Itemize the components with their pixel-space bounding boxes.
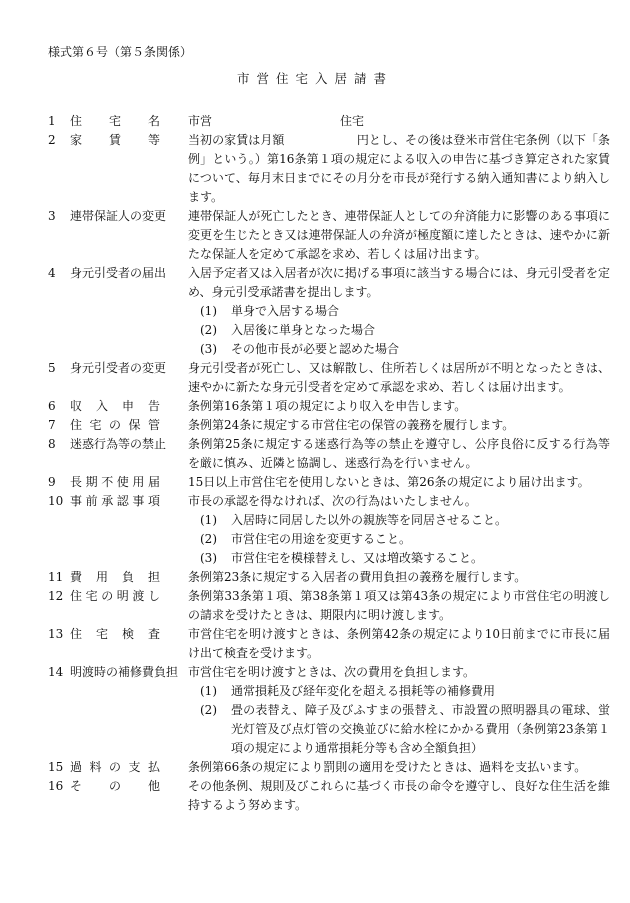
term-label [70,473,160,492]
sub-item [188,321,610,340]
sub-item-number: (3) [200,342,217,356]
term-label-char: 住 [70,589,83,603]
housing-name-suffix: 住宅 [340,114,365,128]
term-label-char: 等 [147,133,160,147]
term-label-char: の [108,779,121,793]
term-label-char: 住 [70,627,83,641]
term-label-char: の [108,760,121,774]
term-text: 当初の家賃は月額 円とし、その後は登米市営住宅条例（以下「条例」という。）第16条第１項の規定による収入の申告に基づき算定された家賃について、毎月末日までにその月分を市長が発行する納入通知書により納入します。 [188,133,610,204]
sub-item-text: 単身で入居する場合 [231,304,340,318]
term-item [48,568,610,587]
term-item [48,207,610,264]
term-label-char: 負 [121,570,134,584]
term-text: 市営住宅を明け渡すときは、条例第42条の規定により10日前までに市長に届け出て検査を受けます。 [188,627,610,660]
term-item [48,264,610,359]
form-number: 様式第６号（第５条関係） [48,45,193,59]
sub-item-number: (1) [200,684,217,698]
term-text: 入居予定者又は入居者が次に掲げる事項に該当する場合には、身元引受者を定め、身元引受承諾書を提出します。 [188,266,610,299]
sub-item-text: その他市長が必要と認めた場合 [231,342,400,356]
term-label-char: 届 [147,475,160,489]
sub-item [188,549,610,568]
term-number: 7 [48,418,56,432]
term-label-char: 事 [132,494,145,508]
term-number: 5 [48,361,56,375]
term-label-char: 承 [101,494,114,508]
term-number: 2 [48,133,56,147]
housing-name-prefix: 市営 [188,114,213,128]
term-label-char: 明 [116,589,129,603]
sub-item-number: (1) [200,304,217,318]
term-label [70,625,160,644]
term-label-char: 住 [70,114,83,128]
sub-item [188,530,610,549]
term-label-char: 費 [70,570,83,584]
sub-item-number: (2) [200,532,217,546]
term-label-char: 過 [70,760,83,774]
term-label-char: 宅 [85,589,98,603]
term-text [188,112,610,131]
term-label: 迷惑行為等の禁止 [70,437,167,451]
term-text: 条例第24条に規定する市営住宅の保管の義務を履行します。 [188,418,515,432]
term-label-char: 渡 [132,589,145,603]
terms-list [48,112,610,815]
term-label-char: 用 [132,475,145,489]
term-item [48,625,610,663]
term-label: 身元引受者の届出 [70,266,167,280]
term-text: 市営住宅を明け渡すときは、次の費用を負担します。 [188,665,476,679]
term-label-char: 住 [70,418,83,432]
term-label-char: 払 [147,760,160,774]
sub-item [188,682,610,701]
term-item [48,112,610,131]
sub-item-text: 通常損耗及び経年変化を超える損耗等の補修費用 [231,684,496,698]
sub-item-number: (2) [200,703,217,717]
term-text: 条例第23条に規定する入居者の費用負担の義務を履行します。 [188,570,527,584]
term-item [48,473,610,492]
term-label-char: 前 [85,494,98,508]
term-number: 3 [48,209,56,223]
term-label: 連帯保証人の変更 [70,209,167,223]
term-label [70,131,160,150]
term-item [48,777,610,815]
term-label: 明渡時の補修費負担 [70,665,179,679]
term-label-char: 他 [147,779,160,793]
term-label [70,492,160,511]
term-item [48,131,610,207]
term-label-char: 支 [128,760,141,774]
term-label [70,587,160,606]
term-text: 条例第16条第１項の規定により収入を申告します。 [188,399,467,413]
term-item [48,435,610,473]
term-label-char: 項 [147,494,160,508]
term-number: 10 [48,494,64,508]
term-label-char: 告 [147,399,160,413]
term-item [48,587,610,625]
term-item [48,416,610,435]
term-text: 条例第25条に規定する迷惑行為等の禁止を遵守し、公序良俗に反する行為等を厳に慎み、近隣と協調し、迷惑行為を行いません。 [188,437,610,470]
term-label-char: 申 [121,399,134,413]
term-text: その他条例、規則及びこれらに基づく市長の命令を遵守し、良好な住生活を維持するよう努めます。 [188,779,610,812]
term-label-char: 収 [70,399,83,413]
sub-item [188,302,610,321]
term-label-char: の [108,418,121,432]
sub-item-number: (1) [200,513,217,527]
sub-item-text: 畳の表替え、障子及びふすまの張替え、市設置の照明器具の電球、蛍光灯管及び点灯管の交換並びに給水栓にかかる費用（条例第23条第１項の規定により通常損耗分等も含め全額負担） [231,703,610,755]
term-label [70,758,160,777]
term-label-char: の [101,589,114,603]
term-label-char: 宅 [108,114,121,128]
term-number: 14 [48,665,64,679]
term-text: 身元引受者が死亡し、又は解散し、住所若しくは居所が不明となったときは、速やかに新たな身元引受者を定めて承認を求め、若しくは届け出ます。 [188,361,610,394]
term-label-char: 名 [147,114,160,128]
term-label-char: 担 [147,570,160,584]
term-label-char: 査 [147,627,160,641]
term-label-char: 賃 [108,133,121,147]
term-label-char: 認 [116,494,129,508]
term-label-char: 使 [116,475,129,489]
term-label-char: 用 [95,570,108,584]
term-label-char: そ [70,779,83,793]
sub-item-text: 市営住宅を模様替えし、又は増改築すること。 [231,551,484,565]
document-title: 市営住宅入居請書 [236,71,393,86]
term-text: 連帯保証人が死亡したとき、連帯保証人としての弁済能力に影響のある事項に変更を生じたとき又は連帯保証人の弁済が極度額に達したときは、速やかに新たな保証人を定めて承認を求め、若しくは届け出ます。 [188,209,610,261]
term-number: 13 [48,627,64,641]
term-label-char: 期 [85,475,98,489]
term-text: 15日以上市営住宅を使用しないときは、第26条の規定により届け出ます。 [188,475,590,489]
term-label-char: 長 [70,475,83,489]
term-label-char: 料 [89,760,102,774]
term-number: 1 [48,114,56,128]
term-label-char: 事 [70,494,83,508]
term-label-char: 検 [121,627,134,641]
sub-item-text: 入居時に同居した以外の親族等を同居させること。 [231,513,508,527]
term-label [70,397,160,416]
term-number: 16 [48,779,64,793]
term-label-char: 宅 [89,418,102,432]
term-number: 9 [48,475,56,489]
sub-item [188,511,610,530]
term-item [48,663,610,758]
term-label [70,112,160,131]
sub-item-text: 入居後に単身となった場合 [231,323,376,337]
sub-item-number: (2) [200,323,217,337]
term-label [70,777,160,796]
term-number: 15 [48,760,64,774]
sub-item-text: 市営住宅の用途を変更すること。 [231,532,412,546]
term-text: 条例第66条の規定により罰則の適用を受けたときは、過料を支払います。 [188,760,587,774]
term-label [70,416,160,435]
term-number: 12 [48,589,64,603]
term-label-char: 管 [147,418,160,432]
term-number: 6 [48,399,56,413]
term-item [48,397,610,416]
sub-item [188,701,610,758]
term-item [48,758,610,777]
term-label: 身元引受者の変更 [70,361,167,375]
term-label [70,568,160,587]
term-number: 8 [48,437,56,451]
term-item [48,359,610,397]
term-number: 4 [48,266,56,280]
term-label-char: し [147,589,160,603]
term-text: 市長の承認を得なければ、次の行為はいたしません。 [188,494,477,508]
term-text: 条例第33条第１項、第38条第１項又は第43条の規定により市営住宅の明渡しの請求を受けたときは、期限内に明け渡します。 [188,589,610,622]
sub-item [188,340,610,359]
sub-item-number: (3) [200,551,217,565]
term-item [48,492,610,568]
term-label-char: 入 [95,399,108,413]
term-label-char: 家 [70,133,83,147]
term-label-char: 保 [128,418,141,432]
term-label-char: 不 [101,475,114,489]
term-label-char: 宅 [95,627,108,641]
term-number: 11 [48,570,64,584]
